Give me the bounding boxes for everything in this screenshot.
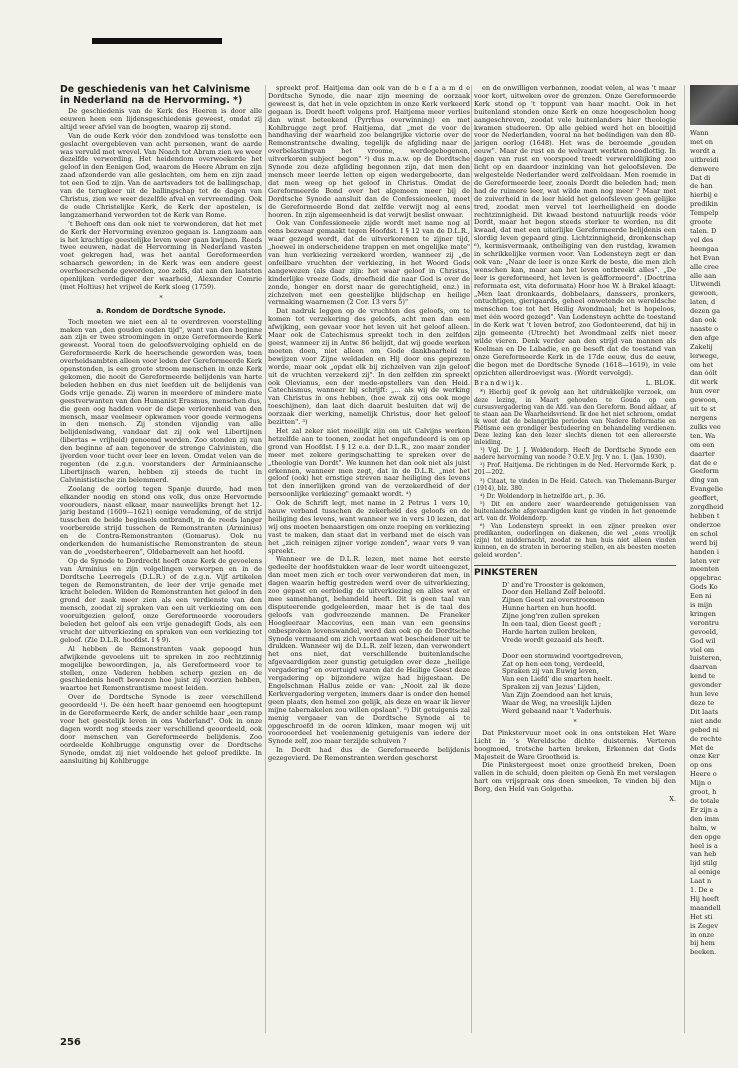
text-fragment: geoffert, (690, 494, 719, 503)
paragraph: Dat Pinkstervuur moet ook in ons ontsteken Het Ware Licht in 's Wereldsche dichte duisternis. Verteren hoogmoed, trotsche harten breken, Erkennen dat Gods Majesteit de Ware Grootheid is. (474, 728, 676, 761)
text-fragment: werd bij (690, 538, 718, 547)
text-fragment: laten, d (690, 298, 716, 307)
paragraph: De geschiedenis van de Kerk des Heeren is door alle eeuwen heen een lijdensgeschiedenis geweest, omdat zij altijd weer afviel van de boogten, waarop zij stond. (60, 107, 262, 131)
text-fragment: 1. De e (690, 886, 714, 895)
signature-place: Brandwijk. (474, 378, 525, 387)
poem-line: Door een stormwind voortgedreven, (502, 651, 624, 660)
paragraph: Op de Synode te Dordrecht heeft onze Kerk de gevoelens van Arminius en zijn volgelingen verworpen en in de Dordtsche Leerregels (D.L.R.) of de z.g.n. Vijf artikelen tegen de Remonstranten, de leer der vrije genade met kracht beleden. Wilden de Remonstranten het geloof in den grond der zaak meer zien als een verdienste van den mensch, zoodat zij spraken van een uit verkiezing om een vooruitgezien geloof, onze Gereformeerde voorouders beleden het geloof als een vrije genadegift Gods, als een vrucht der uitverkiezing en spraken van een verkiezing tot geloof. (Zie D.L.R. hoofdst. I § 9). (60, 556, 262, 644)
text-fragment: dat de e (690, 458, 718, 467)
article-body-end (474, 85, 676, 378)
poem-line: Vrede wordt gezaaid als heeft. (502, 635, 605, 644)
text-fragment: Wann (690, 129, 709, 137)
poem-title: PINKSTEREN (474, 567, 538, 578)
text-fragment: Uitwendi (690, 280, 721, 289)
poem-line: Zijne jong'ren zullen spreken (502, 612, 600, 621)
text-fragment: dit werk (690, 378, 718, 387)
poem-line: Werd gebaand naar 't Vaderhuis. (502, 707, 612, 715)
article-body-section-a (60, 319, 262, 766)
poem-line: Van een Liefd' die smarten heelt. (502, 675, 613, 684)
paragraph: Over de Dordtsche Synode is zeer verschillend geoordeeld ¹). De één heeft haar genoemd een hoogtepunt in de Gereformeerde Kerk, de ander schilde haar „een ramp voor het geestelijk leven in ons Vaderland". Ook in onze dagen wordt nog steeds zeer verschillend geoordeeld, ook door menschen van Gereformeerde belijdenis. Zoo oordeelde Kohlbrugge ongunstig over de Dordtsche Synode, omdat zij niet voldoende het geloof predikte. In aansluiting bij Kohlbrugge (60, 693, 262, 765)
text-fragment: laten ver (690, 556, 720, 565)
column-rule (265, 85, 266, 1033)
poem-line: Spraken zij van Euwig leven, (502, 667, 599, 676)
text-fragment: luisteren, (690, 654, 722, 663)
paragraph: spreekt prof. Haitjema dan ook van de b e f a a m d e Dordtsche Synode, die naar zijn meening de oorzaak geweest is, dat het in vele opzichten in onze Kerk verkeerd gegaan is. Dordt heeft volgens prof. Haitjema meer verlies dan winst beteekend (Pyrrhus overwinning) en met Kohlbrugge zegt prof. Haitjema, dat „met de voor de handhaving der waarheid zoo belangrijke victorie over de Remonstrantsche dwaling, tegelijk de afgliding naar de overbelastingvan het vroome, werdegebogenen, uitverkoren subject begon" ²) dus m.a.w. op de Dordtsche Synode zou deze afgliding begonnen zijn, dat men den mensch meer leerde letten op eigen wedergeboorte, dan dat men weeg op het geloof in Christus. Omdat de Gereformeerde Bond over het algemeen meer bij de Dordtsche Synode aansluit dan de Confessioneelen, moet de Gereformeerde Bond dat zelfde verwijt nog al eens hooren. In zijn algemeenheid is dat verwijt beslist onwaar. (268, 84, 470, 219)
text-fragment: denwere (690, 164, 719, 173)
text-fragment: Heere o (690, 770, 717, 779)
text-fragment: Gods Ko (690, 583, 718, 592)
text-fragment: gevonder (690, 681, 722, 690)
text-fragment: onze Ker (690, 752, 720, 761)
text-fragment: Een ni (690, 592, 712, 601)
text-fragment: ten. Wa (690, 431, 716, 440)
text-fragment: den opge (690, 832, 721, 841)
poem-line: Hunne harten en hun hoofd. (502, 604, 597, 613)
text-fragment: alle cree (690, 262, 719, 271)
poem-line: In een taal, dien Geest geeft ; (502, 620, 602, 629)
paragraph: Wanneer we de D.L.R. lezen, met name het eerste gedeelte der hoofdstukken waar de leer wordt uiteengezet, dan moet men zich er toch over verwonderen dat men, in dagen waarin heftig gestreden werd over de uitverkiezing, zoo gepast en eerbiedig de uitverkiezing en alles wat er mee samenhangt, behandeld heeft. Dit is geen taal van disputeerende godgeleerden, maar het is de taal des geloofs van godvreezende mannen. De Franeker Hoogleeraar Maccovius, een man van een geensins onbesproken levenswandel, werd dan ook op de Dordtsche Synode vermaand om zich voortaan wat bescheidener uit te drukken. Wanneer wij de D.L.R. zelf lezen, dan verwondert het ons niet, dat verschillende buitenlandsche afgevaardigden zeer gunstig getuigden over deze „heilige vergadering" en overtuigd waren dat de Heilige Geest deze vergadering op bijzondere wijze had bijgestaan. De Engelschman Hallus zeide er van: „Nooit zal ik deze Kerkvergadering vergeten, immers daar is onder den hemel geen plaats, den hemel zoo gelijk, als deze en waar ik liever mijne tabernakelen zou willen opslaan". ⁵) Dit getuigenis zal menig vergaaer van de Dordtsche Synode al te opgeschroefd in de ooren klinken, maar mogen wij uit voorooordeel het voelenmenig getuigenis van iedere der Synode zelf, zoo maar terzijde schuiven ? (268, 555, 471, 746)
paragraph: Van de oude Kerk vóór den zondvloed was tenslotte een geslacht overgebleven van acht personen, want de aarde was vervuld met wrevel. Van Noach tot Abram zien we weer dezelfde verwording. Het heidendom overwoekerde het geloof in den Eenigen God, waarom de Heere Abram en zijn zaad afzonderde van alle geslachten, om hem en zijn zaad tot een God te zijn. Van de aartsvaders tot de ballingschap, van de terugkeer uit de ballingschap tot de dagen van Christus, zien we weer dezelfde afval en vervreemding. Ook de oude Christelijke Kerk, de Kerk der apostelen, is langzamerhand verworden tot de Kerk van Rome. (60, 131, 262, 219)
poem-signature: X. (669, 795, 676, 804)
text-fragment: kend te (690, 672, 716, 681)
column-3 (474, 85, 676, 1033)
text-fragment: verontru (690, 618, 720, 627)
text-fragment: de totale (690, 796, 720, 805)
page-number: 256 (60, 1037, 81, 1048)
text-fragment: van heb (690, 850, 717, 859)
text-fragment: hun leve (690, 690, 719, 699)
paragraph: Ook van Confessioneele zijde wordt met name nog al eens bezwaar gemaakt tegen Hoofdst. I § 12 van de D.L.R., waar gezegd wordt, dat de uitverkorenen te zijner tijd, „hoewel in onderscheidene trappen en met ongelijke mate" van hun verkiezing verzekerd worden, wanneer zij „de onfeilbare vruchten der verkiezing, in het Woord Gods aangewezen (als daar zijn: het waar geloof in Christus, kinderlijke vreeze Gods, droefheid die naar God is over de zonde, honger en dorst naar de gerechtigheid, enz.) in zichzelven met een geestelijke blijdschap en heilige vermaking waarnemen (2 Cor. 13 vers 5)" (268, 219, 470, 307)
poem (502, 582, 676, 716)
paragraph: Dat nadruk leggen op de vruchten des geloofs, om te komen tot verzekering des geloofs, acht men dan een afwijking, een gevaar voor het leven uit het geloof alleen. Maar ook de Catechismus spreekt toch in den zelfden geest, wanneer zij in Antw. 86 belijdt, dat wij goede werken moeten doen, niet alleen om Gode dankbaarheid te bewijzen voor Zijne weldaden en Hij door ons geprezen worde, maar ook „opdat elk bij zichzelven van zijn geloof uit de vruchten verzekerd zij". In den zelfden zin spreekt ook Olevianus, een der mede-opstellers van den Heid. Catechismus, wanneer hij schrijft: „... als wij de werking van Christus in ons hebben, (hoe zwak zij ons ook moge toeschijnen), dan laat dich daaruit besluiten dat wij de oorzaak dier werking, namelijk Christus, door het geloof bezitten". ³) (268, 307, 470, 427)
footnotes (474, 389, 676, 558)
text-fragment: halm, w (690, 823, 717, 832)
text-fragment: uit te st (690, 405, 716, 414)
footnote: ²) Prof. Haitjema. De richtingen in de Ned. Hervormde Kerk, p. 201—202. (474, 462, 676, 477)
text-fragment: naaste o (690, 324, 719, 333)
article-body-continued (268, 85, 470, 763)
text-fragment: lerwege, (690, 351, 719, 360)
text-fragment: heengaa (690, 244, 719, 253)
column-rule (684, 85, 685, 1033)
text-fragment: Dat di (690, 173, 711, 182)
text-fragment: vel des (690, 235, 714, 244)
text-fragment: om een (690, 440, 715, 449)
text-fragment: wordt a (690, 146, 716, 155)
signature (474, 380, 676, 388)
footnote: ³) Citaat, te vinden in De Heid. Catech. van Thelemann-Burger (1914), blz. 380. (474, 477, 676, 492)
paragraph: Het zal zeker niet moeilijk zijn om uit Calvijns werken hetzelfde aan te toonen, zoodat het ongefundeerd is om op grond van Hoofdst. I § 12 e.a. der D.L.R., zoo maar zonder meer met zekere geringschatting te spreken over de „theologie van Dordt". We kunnen het dan ook niet als juist erkennen, wanneer men zegt, dat in de D.L.R. „met het geloof (ook) het ernstige streven naar heiliging des levens tot den innerlijken grond van de verzekerdheid of der persoonlijke verkiezing" gemaakt wordt. ⁴) (268, 426, 470, 499)
text-fragment: Mijn o (690, 779, 712, 788)
text-fragment: Evangelie (690, 485, 723, 494)
text-fragment: dezen ga (690, 307, 720, 316)
poem-line: Door den Helland Zelf beloofd. (502, 588, 606, 597)
text-fragment: den imm (690, 814, 720, 823)
text-fragment: den afge (690, 333, 719, 342)
text-fragment: gewoon, (690, 396, 719, 405)
footnote: *) Hierbij geef ik gevolg aan het uitdrukkelijke verzoek, om deze lezing, in Maart gehouden te Gouda op een cursusvergadering van de Afd. van den Gereform. Bond aldaar, af te staan aan De Waarheidsvriend. Ik doe het niet schroom, omdat ik weet dat de belangrijke perioden van Nadere Reformatie en Piëtisme een grondiger bestudeering en behandeling verdienen. Deze lezing kan den lezer slechts dienen tot een allereerste inleiding. (474, 389, 676, 447)
footnote: ⁶) Van Lodensteyn spreekt in een zijner preeken over predikanten, ouderlingen en diakenen, die wel „eens vroolijk (zijn) tot middernacht, zoodat ze hun huis niet alleen vinden kunnen, en de straten in beroering stellen, en als beesten moeten geleid worden". (474, 523, 676, 559)
poem-line: Harde harten zullen breken, (502, 627, 597, 636)
section-heading: a. Rondom de Dordtsche Synode. (96, 306, 226, 315)
text-fragment: deze te (690, 699, 715, 707)
signature-author: L. BLOK. (645, 378, 676, 387)
text-fragment: Dit laats (690, 707, 719, 716)
text-fragment: al eenige (690, 868, 721, 877)
column-1 (60, 85, 262, 1033)
text-fragment: ding van (690, 476, 719, 485)
text-fragment: zorgdheid (690, 503, 724, 512)
text-fragment: beeken. (690, 948, 717, 957)
text-fragment: zulks vee (690, 422, 721, 431)
text-fragment: gevoeld, (690, 627, 719, 636)
paragraph: In Dordt had dus de Gereformeerde belijdenis gezegevierd. De Remonstranten werden geschorst (268, 746, 470, 763)
text-fragment: alle aan (690, 271, 717, 280)
paragraph: Die Pinkstergeest moet onze grootheid breken, Doen vallen in de schuld, doen pleiten op Genâ En met verslagen hart om vrijspraak ons doen smeeken, Te vinden bij den Borg, den Held van Golgotha. (474, 761, 676, 794)
text-fragment: daarvan (690, 663, 718, 672)
text-fragment: Er zijn a (690, 805, 718, 814)
text-fragment: groot, h (690, 788, 717, 797)
text-fragment: gebed ni (690, 725, 719, 734)
text-fragment: niet ande (690, 716, 722, 725)
text-fragment: met en (690, 137, 714, 146)
text-fragment: Met de (690, 743, 714, 752)
article-body-intro (60, 108, 262, 292)
text-fragment: handen i (690, 547, 719, 556)
section-star: * (159, 293, 163, 302)
text-fragment: maandell (690, 903, 721, 912)
text-fragment: hun over (690, 387, 720, 396)
text-fragment: lijd stilg (690, 859, 718, 868)
poem-line: Waar de Weg, na vreeslijk Lijden (502, 699, 612, 708)
text-fragment: gewoon, (690, 289, 719, 298)
paragraph: Al hebben de Remonstranten vaak gepoogd hun afwijkende gevoelens uit te spreken in zoo rechtzinnig mogelijke bewoordingen, ja, als Gereformeerd voor te stellen, onze Vaderen hebben scherp gezien en de geschiedenis heeft bewezen hoe juist zij voorzien hebben, waartoe het Remonstrantisme moest leiden. (60, 644, 262, 693)
text-fragment: is Zegev (690, 921, 718, 930)
adjacent-page-column (690, 129, 738, 957)
text-fragment: nergens (690, 414, 718, 422)
poem-line: Zat op hen een tong, verdeeld, (502, 659, 605, 668)
poem-line: D' and're Trooster is gekomen, (502, 580, 606, 589)
text-fragment: het Evan (690, 253, 720, 262)
footnote: ⁴) Dr. Woldendorp in hetzelfde art., p. 36. (480, 492, 606, 500)
text-fragment: Tempelp (690, 209, 719, 218)
text-fragment: opgebrac (690, 574, 722, 583)
header-bar (92, 38, 222, 44)
text-fragment: God wil (690, 636, 716, 645)
text-fragment: groote (690, 218, 712, 227)
text-fragment: dan óólt (690, 369, 718, 378)
text-fragment: hierbij e (690, 191, 718, 200)
article-title: De geschiedenis van het Calvinisme in Nederland na de Hervorming. *) (60, 84, 251, 106)
text-fragment: Laat n (690, 877, 712, 886)
text-fragment: de rechte (690, 734, 722, 743)
text-fragment: meenten (690, 565, 720, 574)
text-fragment: onderzoe (690, 520, 721, 529)
poem-closing (474, 730, 676, 794)
text-fragment: kringen (690, 609, 716, 618)
text-fragment: heel is a (690, 841, 718, 850)
poem-line: Zijnen Geest zal overstroomen (502, 596, 605, 605)
text-fragment: bij hem (690, 939, 715, 948)
text-fragment: Het sti (690, 912, 713, 921)
text-fragment: daarter (690, 449, 715, 458)
poem-star: * (573, 717, 577, 726)
divider (474, 565, 676, 566)
text-fragment: predikin (690, 200, 718, 209)
text-fragment: Geeform (690, 467, 719, 476)
poem-line: Van Zijn Zoendood aan het kruis, (502, 691, 613, 700)
text-fragment: dan ook (690, 316, 717, 325)
column-rule (471, 85, 472, 1033)
text-fragment: op ons (690, 761, 712, 770)
text-fragment: uitbreidi (690, 155, 719, 164)
poem-line: Spraken zij van Jezus' Lijden, (502, 683, 601, 692)
paragraph: Zoolang de oorlog tegen Spanje duurde, had men elkander noodig en stond ons volk, dus onze Hervormde voorouders, naast elkaar, maar nauwelijks brengt het 12-jarig bestand (1609—1621) eenige verademing, of de strijd tusschen de beide beginsels ontbrandt, in de reeds langer voorbereide strijd tusschen de Remonstranten (Arminius) en de Contra-Remonstranten (Gomarus). Ook nu onderkenden de humanistische Remonstranten de steun van de „voedsterheeren", Oldebarnevelt aan het hoofd. (60, 484, 262, 556)
footnote: ⁵) Dit en andere zeer waardeerende getuigenissen van buitenlandsche afgevaardigden kunt ge vinden in het genoemde art. van dr. Woldendorp. (474, 500, 676, 523)
text-fragment: viel om (690, 645, 715, 654)
text-fragment: de han (690, 182, 713, 191)
text-fragment: is mijn (690, 601, 713, 610)
paragraph: en de onwilligen verbannen, zoodat velen, al was 't maar voor kort, uitweken over de grenzen. Onze Gereformeerde Kerk stond op 't toppunt van haar macht. Ook in het buitenland stonden onze Kerk en onze hoogescholen hoog aangeschreven, zoodat vele buitenlanders hier theologie kwamen studeeren. Op alle gebied werd het en bloeitijd voor de Nederlanden, vooral na het beëindigen van den 80-jarigen oorlog (1648). Het was de beroemde „gouden eeuw". Maar de rust en de welvaart werkten noodlottig. In dagen van rust en voorspoed treedt verwereldlijking zoo licht op en daardoor inzinking van het geloofsleven. De welgestelde Nederlander werd zelfvoldaan. Men roemde in de Gereformeerde leer, zooals Dordt die beleden had; men had de ruimere leer, wat wilde men nog meer ? Maar met de zuiverheid in de leer hield het geloofsleven geen gelijke tred, zoodat men vervel tot leerheiligheid en doode rechtzinnigheid. Dit kwaad bestond natuurlijk reeds vóór Dordt, maar het begon steeds sterker te worden, nu dit kwaad, dat met een uiterlijke Gereformeerde belijdenis een slordig leven gepaard ging. Lichtzinnigheid, dronkenschap ⁶), kermisvermaak, ontheiliging van den rustdag, kwamen in schrikkelijke vormen voor. Van Lodensteyn zegt er dan ook van: „Naar de leer is onze Kerk de beste, die men zich wenschen kan, maar aan het leven ontbreekt alles". „De leer is gereformeerd, het leven is geäfformeerd". (Doctrina reformata est, vita deformata) Hoor hoe W. à Brakel klaagt: „Men laat dronkaards, dobbelaars, danssers, pronkers, ontuchtigen, gierigaards, geheel onwetende en wereldsche menschen toe tot het Heilig Avondmaal; het is hopeloos, met één woord gezegd". Van Lodensteyn achtte de toestand in de Kerk wat 't leven betrof, zoo Godonteerend, dat hij in zijn gemeente (Utrecht) het Avondmaal zelfs niet meer wilde vieren. Denk verder aan den strijd van mannen als Koelman en De Labadie, en ge beseft dat de toestand van onze Gereformeerde Kerk in de 17de eeuw, dus de eeuw, die begon met de Dordtsche Synode (1618—1619), in vele opzichten allerdroevigst was. (Wordt vervolgd). (474, 84, 676, 377)
paragraph: Toch moeten we niet een al te overdreven voorstelling maken van „den gouden ouden tijd", want van den beginne aan zijn er twee stroomingen in onze Gereformeerde Kerk geweest. Vooral toen de geloofsvervolging ophield en de Gereformeerde Kerk de heerschende geworden was, toen overheidsambten alleen voor leden der Gereformeerde Kerk openstonden, is een groote stroom menschen in onze Kerk gekomen, die nooit de Gereformeerde belijdenis van harte beleden hebben en dus niet leefden uit de belijdenis van Gods vrije genade. Zij waren in meerdere of mindere mate geestverwanten van den Humanist Erasmus, menschen dus, die geen oog hadden voor de diepe verlorenheid van den mensch, maar veelmeer opkwamen voor goede vermogens in den mensch. Zij stonden vijandig van alle belijdenisdwang, vandaar dat zij ook wel Libertijnen (libertas = vrijheid) genoemd werden. Zoo stonden zij van den beginne af aan tegenover de strenge Calvinisten, die ijverden voor tucht over leer en leven. Omdat velen van de regenten (de z.g.n. voorstanders der Arminiaansche Libertijnsch waren, hebben zij steeds de tucht in Calvinististische zin belemmerd. (60, 317, 262, 484)
footnote: ¹) Vgl. Dr. J. J. Woldendorp. Heeft de Dordtsche Synode een nadere hervorming van noode ? O.E.V. Jrg. V no. 1. (Jan. 1930). (474, 447, 676, 462)
text-fragment: talen. D (690, 226, 717, 235)
text-fragment: hebben t (690, 511, 720, 520)
text-fragment: om het (690, 360, 714, 369)
text-fragment: Zakelij (690, 342, 713, 351)
column-2 (268, 85, 470, 1033)
adjacent-page-photo (690, 85, 738, 125)
paragraph: Ook de Schrift legt, met name in 2 Petrus 1 vers 10, nauw verband tusschen de zekerheid des geloofs en de heiliging des levens, want wanneer we in vers 10 lezen, dat wij ons moeten benaarstigen om onze roeping en verkiezing vast te maken, dan staat dat in verband met de eisch van het „zich reinigen zijner vorige zonden", waar vers 9 van spreekt. (268, 499, 470, 555)
text-fragment: en schol (690, 529, 718, 538)
text-fragment: in onze (690, 930, 715, 939)
paragraph: 't Behoeft ons dan ook niet te verwonderen, dat het met de Kerk der Hervorming evenzoo gegaan is. Langzaam aan is het krachtige geestelijke leven weer gaan kwijnen. Reeds twee eeuwen, nadat de Hervorming in Nederland vasten voet gekregen had, was het aantal Gereformeerden schaarsch geworden; in de Kerk was een andere geest overheerschende geworden, zoo zelfs, dat aan den laatsten openlijken verdediger der waarheid, Alexander Comrie (met Holtius) het vrijwel de Kerk sloeg (1759). (60, 219, 262, 291)
text-fragment: Hij heeft (690, 894, 720, 903)
